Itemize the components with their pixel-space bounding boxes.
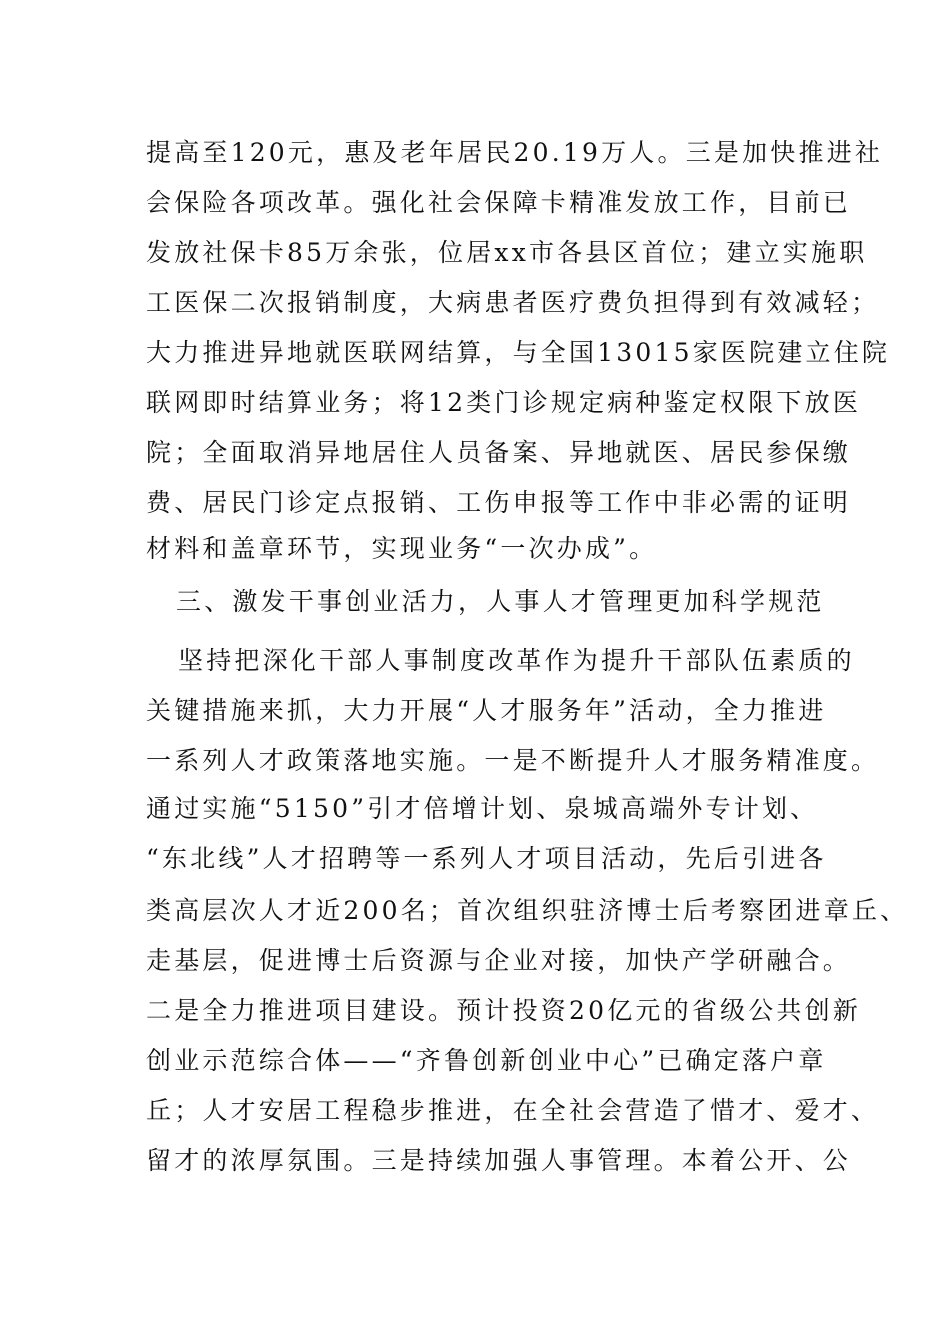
body-text-line: 发放社保卡85万余张，位居xx市各县区首位；建立实施职 (146, 238, 868, 267)
body-text-line: 工医保二次报销制度，大病患者医疗费负担得到有效减轻； (146, 288, 880, 317)
body-text-line: 二是全力推进项目建设。预计投资20亿元的省级公共创新 (146, 996, 862, 1025)
paragraph-first-line: 坚持把深化干部人事制度改革作为提升干部队伍素质的 (178, 646, 855, 675)
body-text-line: 创业示范综合体——“齐鲁创新创业中心”已确定落户章 (146, 1046, 827, 1075)
body-text-line: “东北线”人才招聘等一系列人才项目活动，先后引进各 (146, 844, 827, 873)
body-text-line: 类高层次人才近200名；首次组织驻济博士后考察团进章丘、 (146, 896, 909, 925)
body-text-line: 丘；人才安居工程稳步推进，在全社会营造了惜才、爱才、 (146, 1096, 880, 1125)
body-text-line: 会保险各项改革。强化社会保障卡精准发放工作，目前已 (146, 188, 852, 217)
body-text-line: 费、居民门诊定点报销、工伤申报等工作中非必需的证明 (146, 488, 852, 517)
section-heading: 三、激发干事创业活力，人事人才管理更加科学规范 (176, 587, 825, 616)
body-text-line: 联网即时结算业务；将12类门诊规定病种鉴定权限下放医 (146, 388, 862, 417)
body-text-line: 一系列人才政策落地实施。一是不断提升人才服务精准度。 (146, 746, 880, 775)
body-text-line: 院；全面取消异地居住人员备案、异地就医、居民参保缴 (146, 438, 852, 467)
body-text-line: 通过实施“5150”引才倍增计划、泉城高端外专计划、 (146, 794, 819, 823)
body-text-line: 提高至120元，惠及老年居民20.19万人。三是加快推进社 (146, 138, 884, 167)
body-text-line: 走基层，促进博士后资源与企业对接，加快产学研融合。 (146, 946, 852, 975)
body-text-line: 留才的浓厚氛围。三是持续加强人事管理。本着公开、公 (146, 1146, 852, 1175)
body-text-line: 材料和盖章环节，实现业务“一次办成”。 (146, 534, 658, 563)
body-text-line: 关键措施来抓，大力开展“人才服务年”活动，全力推进 (146, 696, 827, 725)
body-text-line: 大力推进异地就医联网结算，与全国13015家医院建立住院 (146, 338, 891, 367)
